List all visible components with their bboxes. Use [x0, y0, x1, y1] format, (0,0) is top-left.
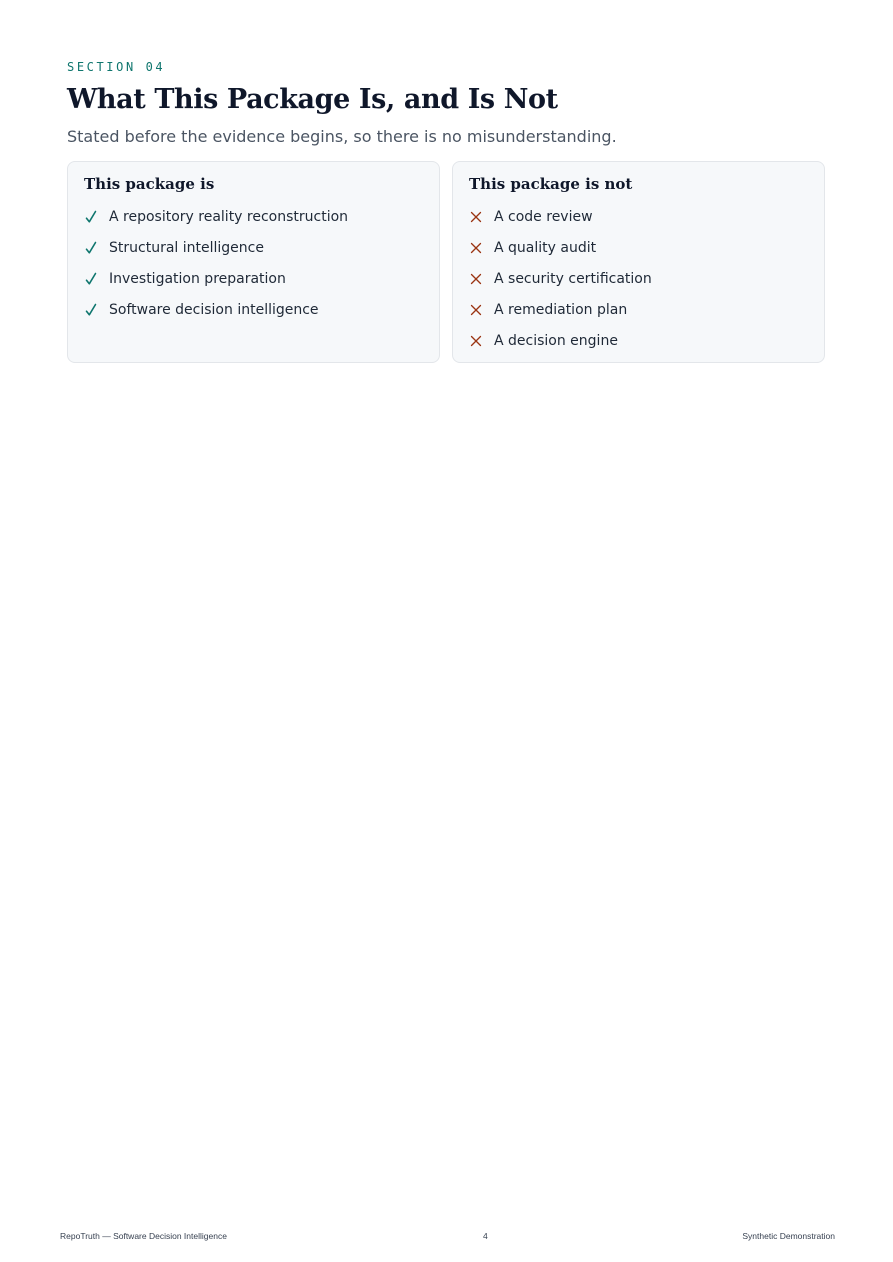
- is-item-label: A repository reality reconstruction: [109, 208, 349, 225]
- is-not-item-label: A remediation plan: [494, 301, 628, 318]
- is-list-item: [84, 232, 423, 263]
- is-not-list-item: [469, 232, 808, 263]
- cross-icon: [469, 241, 483, 255]
- is-card: [67, 161, 440, 363]
- check-icon: [84, 303, 98, 317]
- cross-icon: [469, 272, 483, 286]
- check-icon: [84, 272, 98, 286]
- is-list-item: [84, 294, 423, 325]
- is-not-list-item: [469, 263, 808, 294]
- is-list-item: [84, 263, 423, 294]
- page-number: 4: [483, 1231, 488, 1241]
- cross-icon: [469, 210, 483, 224]
- is-card-title: This package is: [84, 175, 215, 193]
- cross-icon: [469, 334, 483, 348]
- is-not-card: [452, 161, 825, 363]
- is-not-item-label: A quality audit: [494, 239, 597, 256]
- is-not-list-item: [469, 201, 808, 232]
- page-subtitle: Stated before the evidence begins, so there is no misunderstanding.: [67, 127, 617, 146]
- is-item-label: Structural intelligence: [109, 239, 264, 256]
- is-item-label: Investigation preparation: [109, 270, 286, 287]
- is-not-item-label: A security certification: [494, 270, 652, 287]
- page-title: What This Package Is, and Is Not: [67, 84, 558, 115]
- is-not-item-label: A code review: [494, 208, 593, 225]
- is-not-list-item: [469, 325, 808, 356]
- is-not-list-item: [469, 294, 808, 325]
- check-icon: [84, 241, 98, 255]
- cross-icon: [469, 303, 483, 317]
- check-icon: [84, 210, 98, 224]
- footer-right-text: Synthetic Demonstration: [742, 1231, 835, 1241]
- section-label: SECTION 04: [67, 60, 166, 74]
- is-list-item: [84, 201, 423, 232]
- is-not-item-label: A decision engine: [494, 332, 618, 349]
- is-item-label: Software decision intelligence: [109, 301, 319, 318]
- footer-left-text: RepoTruth — Software Decision Intelligence: [60, 1231, 227, 1241]
- is-not-card-title: This package is not: [469, 175, 633, 193]
